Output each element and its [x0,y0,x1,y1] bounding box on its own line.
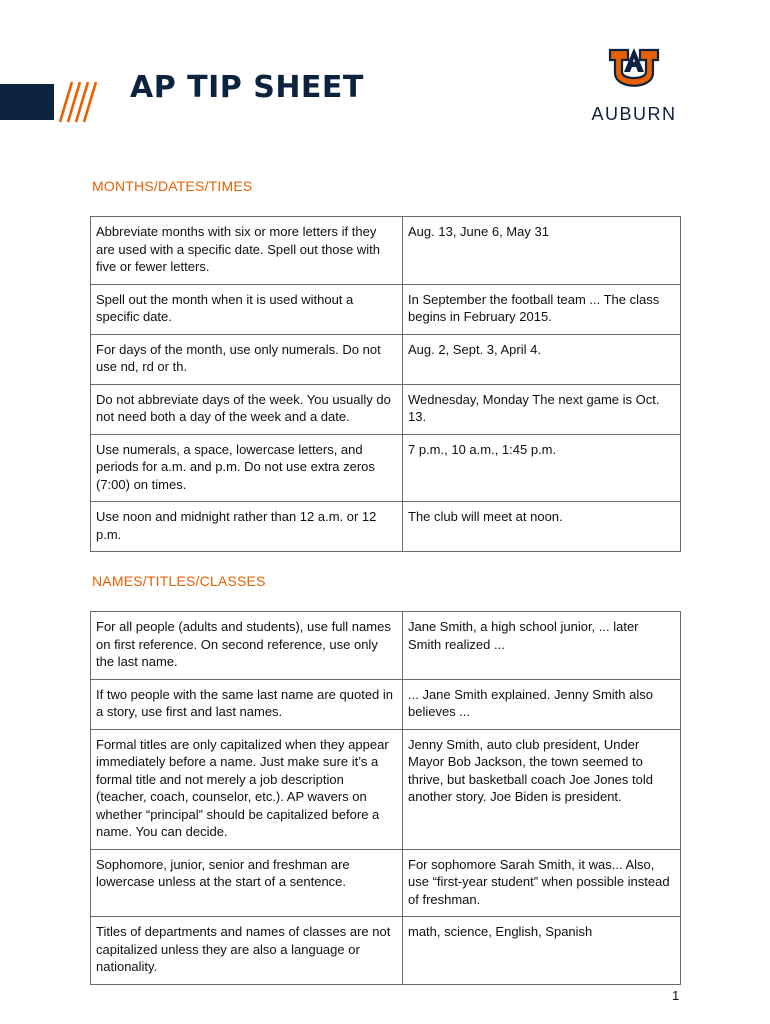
rule-cell: Abbreviate months with six or more letters if they are used with a specific date. Spell out those with five or fewer letters. [91,217,403,285]
auburn-wordmark: AUBURN [591,104,677,124]
header-accent-bar [0,84,54,120]
slashes-decoration-icon [48,80,108,124]
section-heading-months: MONTHS/DATES/TIMES [92,178,253,194]
rule-cell: Use numerals, a space, lowercase letters, and periods for a.m. and p.m. Do not use extra zeros (7:00) on times. [91,434,403,502]
rule-cell: Titles of departments and names of classes are not capitalized unless they are also a language or nationality. [91,917,403,985]
names-titles-classes-table [90,611,681,985]
example-cell: The club will meet at noon. [403,502,681,552]
rule-cell: If two people with the same last name are quoted in a story, use first and last names. [91,679,403,729]
table-row [91,679,681,729]
example-cell: Aug. 2, Sept. 3, April 4. [403,334,681,384]
rule-cell: Do not abbreviate days of the week. You usually do not need both a day of the week and a date. [91,384,403,434]
months-dates-times-table [90,216,681,552]
section-heading-names: NAMES/TITLES/CLASSES [92,573,266,589]
example-cell: Jane Smith, a high school junior, ... later Smith realized ... [403,612,681,680]
table-row [91,334,681,384]
example-cell: Aug. 13, June 6, May 31 [403,217,681,285]
example-cell: For sophomore Sarah Smith, it was... Also, use “first-year student” when possible instead of freshman. [403,849,681,917]
table-row [91,612,681,680]
example-cell: 7 p.m., 10 a.m., 1:45 p.m. [403,434,681,502]
rule-cell: Use noon and midnight rather than 12 a.m. or 12 p.m. [91,502,403,552]
table-row [91,434,681,502]
table-row [91,384,681,434]
table-row [91,217,681,285]
auburn-au-logo-icon [608,46,660,90]
rule-cell: Spell out the month when it is used without a specific date. [91,284,403,334]
table-row [91,849,681,917]
table-row [91,502,681,552]
example-cell: math, science, English, Spanish [403,917,681,985]
example-cell: Wednesday, Monday The next game is Oct. 13. [403,384,681,434]
table-row [91,917,681,985]
page-number: 1 [672,988,680,1003]
example-cell: In September the football team ... The class begins in February 2015. [403,284,681,334]
table-row [91,284,681,334]
table-row [91,729,681,849]
auburn-logo [578,46,690,128]
rule-cell: Sophomore, junior, senior and freshman are lowercase unless at the start of a sentence. [91,849,403,917]
rule-cell: Formal titles are only capitalized when they appear immediately before a name. Just make sure it’s a formal title and not merely a job description (teacher, coach, counselor, etc.). AP wavers on whether “principal” should be capitalized before a name. You can decide. [91,729,403,849]
example-cell: ... Jane Smith explained. Jenny Smith also believes ... [403,679,681,729]
page-title: AP TIP SHEET [130,70,364,105]
rule-cell: For all people (adults and students), use full names on first reference. On second reference, use only the last name. [91,612,403,680]
example-cell: Jenny Smith, auto club president, Under Mayor Bob Jackson, the town seemed to thrive, but basketball coach Joe Jones told another story. Joe Biden is president. [403,729,681,849]
rule-cell: For days of the month, use only numerals. Do not use nd, rd or th. [91,334,403,384]
